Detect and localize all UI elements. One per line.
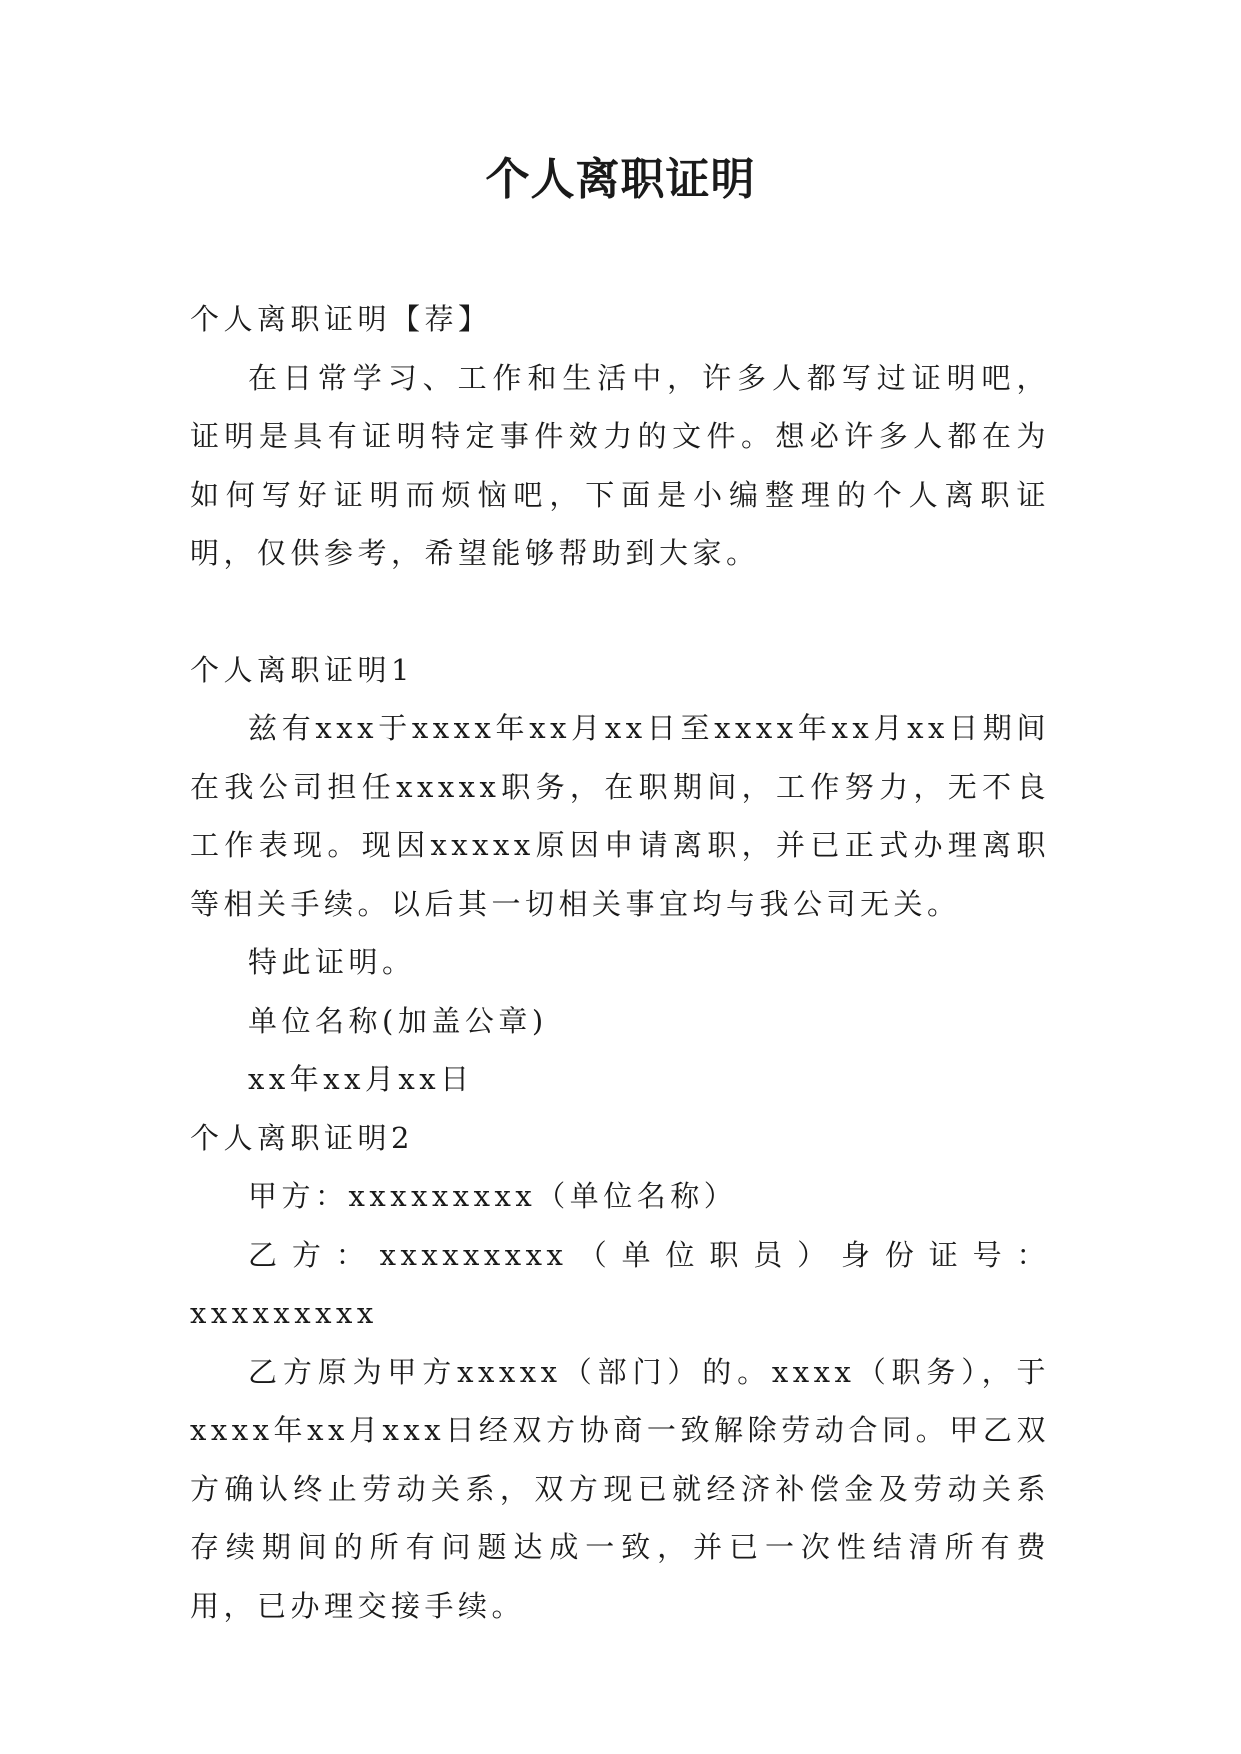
section1-signature: 单位名称(加盖公章) <box>248 1003 548 1038</box>
document-title: 个人离职证明 <box>485 154 756 205</box>
paragraph-gap <box>190 583 1050 641</box>
section1-closing: 特此证明。 <box>248 945 416 979</box>
section1-date: xx年xx月xx日 <box>248 1062 474 1096</box>
section1-body: 兹有xxx于xxxx年xx月xx日至xxxx年xx月xx日期间在我公司担任xxxxx职务，在职期间，工作努力，无不良工作表现。现因xxxxx原因申请离职，并已正式办理离职等相关手续。以后其一切相关事宜均与我公司无关。 <box>190 711 1050 921</box>
document-body <box>190 290 1050 1635</box>
section1-heading: 个人离职证明1 <box>190 652 414 687</box>
section2-heading: 个人离职证明2 <box>190 1120 414 1155</box>
section2-body: 乙方原为甲方xxxxx（部门）的。xxxx（职务），于xxxx年xx月xxx日经双方协商一致解除劳动合同。甲乙双方确认终止劳动关系，双方现已就经济补偿金及劳动关系存续期间的所有问题达成一致，并已一次性结清所有费用，已办理交接手续。 <box>190 1354 1050 1623</box>
section2-party-a: 甲方：xxxxxxxxx（单位名称） <box>248 1179 738 1213</box>
intro-paragraph: 在日常学习、工作和生活中，许多人都写过证明吧，证明是具有证明特定事件效力的文件。想必许多人都在为如何写好证明而烦恼吧，下面是小编整理的个人离职证明，仅供参考，希望能够帮助到大家。 <box>190 360 1050 570</box>
section2-party-b: 乙方：xxxxxxxxx（单位职员）身份证号：xxxxxxxxx <box>190 1237 1050 1330</box>
document-subtitle: 个人离职证明【荐】 <box>190 302 492 336</box>
